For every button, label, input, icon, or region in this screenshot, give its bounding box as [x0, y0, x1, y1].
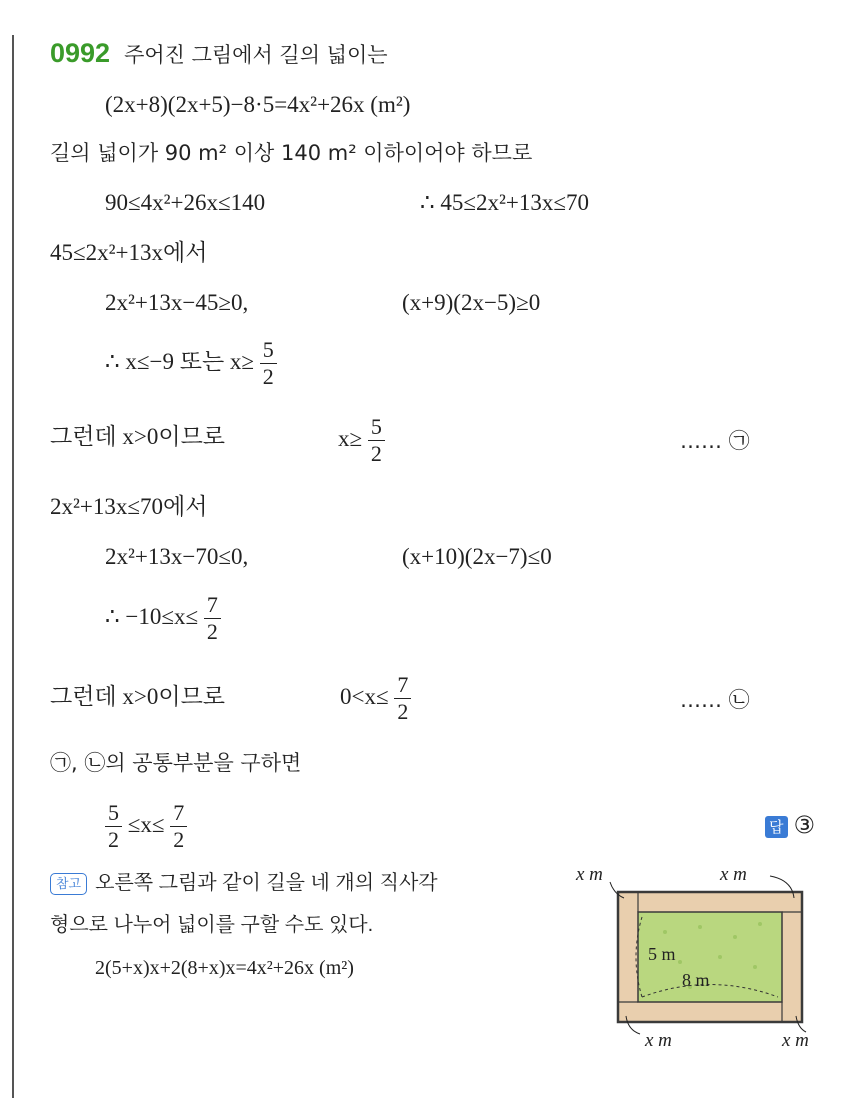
line-13: ㉠, ㉡의 공통부분을 구하면: [50, 751, 302, 775]
line-1: [50, 38, 388, 71]
line-12-inequality: 0<x≤: [340, 683, 389, 709]
answer-value: ③: [793, 811, 816, 839]
fraction-numerator: 7: [170, 800, 187, 827]
line-12: [50, 682, 225, 712]
label-bottom-left: x m: [645, 1030, 672, 1051]
line-6a: 2x²+13x−45≥0,: [105, 290, 249, 315]
mark-2: …… ㉡: [680, 688, 750, 712]
line-8-text: 그런데 x>0이므로: [50, 424, 226, 449]
fraction-5-2: [368, 414, 385, 467]
fraction-numerator: 7: [204, 592, 221, 619]
line-2: (2x+8)(2x+5)−8·5=4x²+26x (m²): [105, 92, 411, 117]
label-top-left: x m: [576, 864, 603, 885]
line-4b: ∴ 45≤2x²+13x≤70: [420, 190, 589, 215]
fraction-denominator: 2: [108, 827, 119, 852]
line-10a: 2x²+13x−70≤0,: [105, 544, 249, 569]
line-8: [50, 422, 225, 452]
fraction-numerator: 5: [368, 414, 385, 441]
answer: [765, 810, 815, 842]
fraction-5-2: [105, 800, 122, 853]
line-8-inequality: x≥: [338, 425, 363, 451]
path-figure: [570, 862, 840, 1054]
label-bottom-right: x m: [782, 1030, 809, 1051]
line-9: 2x²+13x≤70에서: [50, 494, 208, 519]
fraction-denominator: 2: [370, 441, 382, 466]
fraction-5-2: [260, 337, 277, 390]
fraction-7-2: [170, 800, 187, 853]
line-7-text: ∴ x≤−9 또는 x≥: [105, 348, 255, 374]
note-line-2: 형으로 나누어 넓이를 구할 수도 있다.: [50, 914, 374, 936]
left-margin-rule: [12, 35, 14, 1098]
fraction-denominator: 2: [173, 827, 185, 852]
line-14-inequality: ≤x≤: [127, 811, 165, 837]
line-12-text: 그런데 x>0이므로: [50, 684, 226, 709]
line-14: [105, 800, 187, 853]
line-12-right: [340, 672, 411, 725]
fraction-7-2: [204, 592, 221, 645]
label-width: 8 m: [682, 970, 710, 990]
line-10b: (x+10)(2x−7)≤0: [402, 544, 552, 569]
note-text-1: 오른쪽 그림과 같이 길을 네 개의 직사각: [95, 872, 438, 894]
line-5: 45≤2x²+13x에서: [50, 240, 208, 265]
fraction-denominator: 2: [262, 364, 274, 389]
label-top-right: x m: [720, 864, 747, 885]
fraction-denominator: 2: [206, 619, 218, 644]
label-height: 5 m: [648, 944, 676, 964]
problem-number: 0992: [50, 38, 111, 68]
note-tag: 참고: [50, 873, 87, 895]
mark-1: …… ㉠: [680, 429, 750, 453]
line-7: [105, 337, 277, 390]
line-1-text: 주어진 그림에서 길의 넓이는: [124, 43, 388, 67]
line-4a: 90≤4x²+26x≤140: [105, 190, 266, 215]
line-6b: (x+9)(2x−5)≥0: [402, 290, 541, 315]
line-8-right: [338, 414, 385, 467]
fraction-7-2: [394, 672, 411, 725]
fraction-numerator: 7: [394, 672, 411, 699]
line-3: 길의 넓이가 90 m² 이상 140 m² 이하이어야 하므로: [50, 141, 533, 165]
fraction-numerator: 5: [105, 800, 122, 827]
fraction-numerator: 5: [260, 337, 277, 364]
fraction-denominator: 2: [397, 699, 409, 724]
line-11-text: ∴ −10≤x≤: [105, 603, 199, 629]
answer-badge: 답: [765, 816, 788, 838]
line-11: [105, 592, 221, 645]
note-line-1: [50, 868, 438, 898]
note-formula: 2(5+x)x+2(8+x)x=4x²+26x (m²): [95, 957, 354, 979]
